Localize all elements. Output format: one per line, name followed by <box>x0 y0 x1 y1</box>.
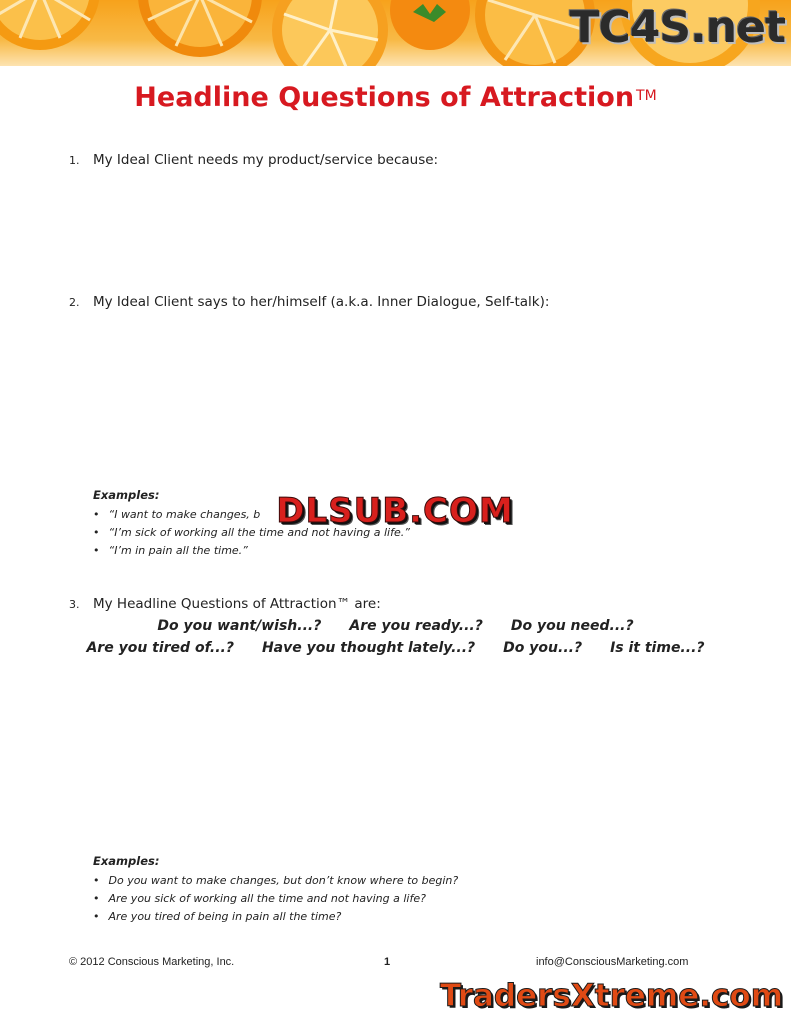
headline-question: Have you thought lately...? <box>261 640 476 656</box>
tradersxtreme-watermark: TradersXtreme.com <box>439 978 783 1014</box>
question-3 <box>69 596 381 612</box>
headline-questions-row-1 <box>0 618 791 634</box>
question-text: My Ideal Client needs my product/service because: <box>93 152 439 168</box>
headline-questions-row-2 <box>0 640 791 656</box>
headline-question: Are you ready...? <box>349 618 483 634</box>
footer-email[interactable]: info@ConsciousMarketing.com <box>536 956 689 968</box>
list-item: • Are you tired of being in pain all the time? <box>93 908 458 926</box>
list-item: • “I’m in pain all the time.” <box>93 542 410 560</box>
headline-question: Are you tired of...? <box>86 640 234 656</box>
examples-heading: Examples: <box>93 488 160 502</box>
question-text: My Headline Questions of Attraction™ are: <box>93 596 381 612</box>
headline-question: Do you need...? <box>510 618 634 634</box>
list-item: • Do you want to make changes, but don’t know where to begin? <box>93 872 458 890</box>
headline-question: Is it time...? <box>610 640 705 656</box>
footer-copyright: © 2012 Conscious Marketing, Inc. <box>69 956 235 968</box>
question-1 <box>69 152 438 168</box>
question-number: 1. <box>69 154 80 167</box>
dlsub-watermark: DLSUB.COM <box>276 491 514 531</box>
orange-banner <box>0 0 791 66</box>
list-item: • “I’m sick of working all the time and not having a life.” <box>93 524 410 542</box>
footer-page-number: 1 <box>384 956 391 968</box>
examples-list <box>93 872 458 926</box>
headline-question: Do you want/wish...? <box>157 618 322 634</box>
tc4s-watermark: TC4S.net <box>569 2 785 53</box>
list-item: • “I want to make changes, b <box>93 506 410 524</box>
question-number: 3. <box>69 598 80 611</box>
examples-heading: Examples: <box>93 854 160 868</box>
question-text: My Ideal Client says to her/himself (a.k.a. Inner Dialogue, Self-talk): <box>93 294 550 310</box>
headline-question: Do you...? <box>503 640 583 656</box>
list-item: • Are you sick of working all the time and not having a life? <box>93 890 458 908</box>
question-2 <box>69 294 549 310</box>
question-number: 2. <box>69 296 80 309</box>
page-title <box>0 82 791 113</box>
title-text: Headline Questions of Attraction <box>134 82 635 113</box>
trademark-mark: TM <box>636 88 657 104</box>
